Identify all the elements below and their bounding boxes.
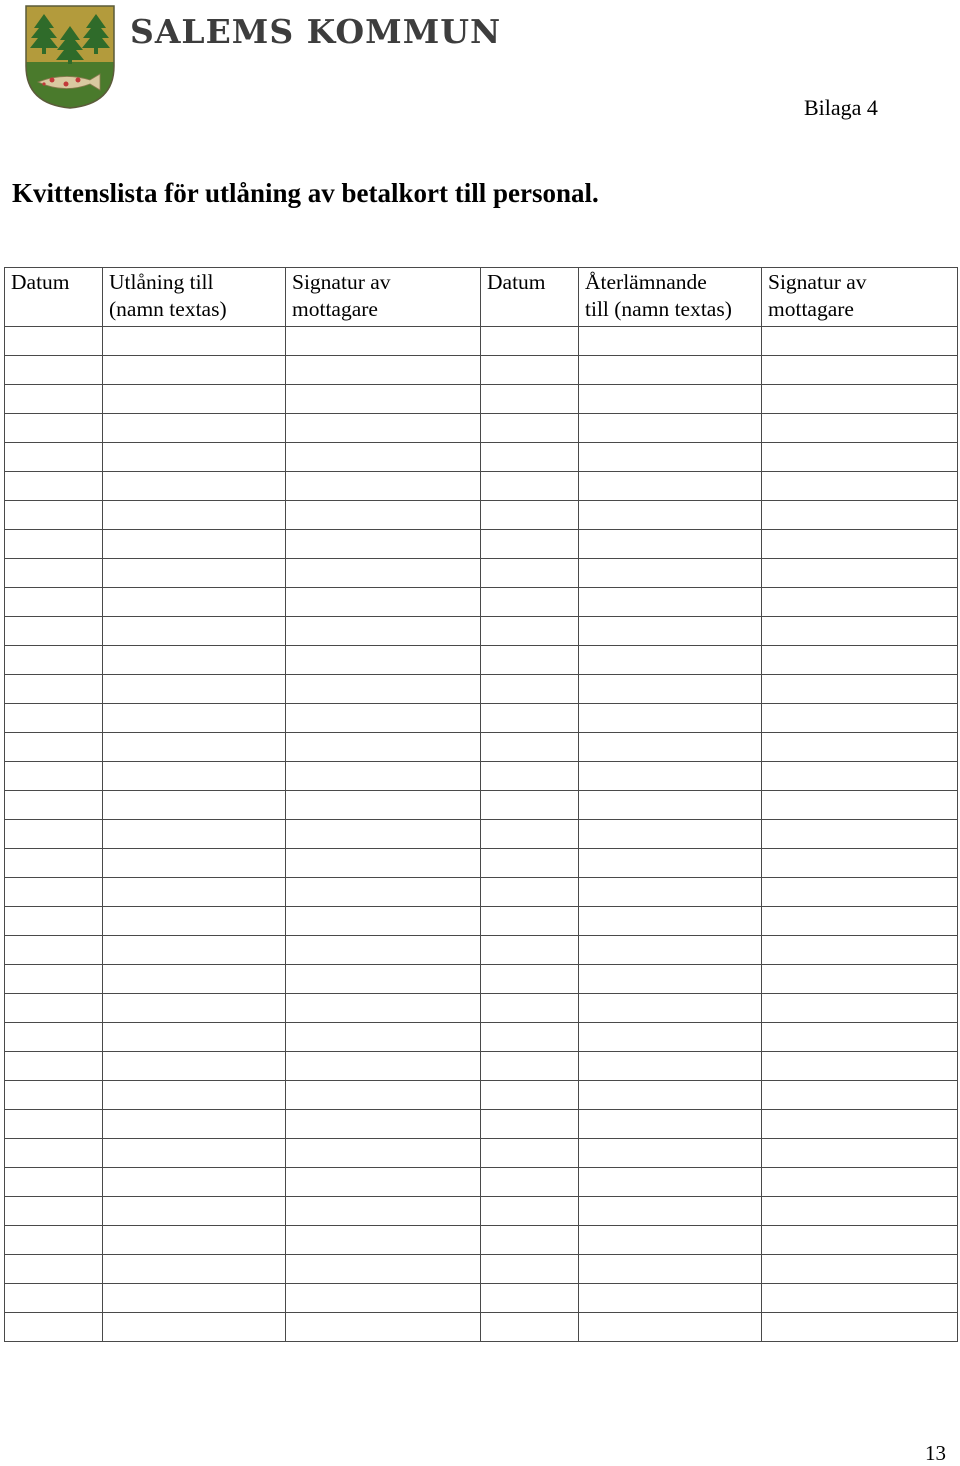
cell-recipient-signature[interactable] bbox=[286, 530, 481, 559]
cell-returned-to[interactable] bbox=[579, 1168, 762, 1197]
cell-return-date[interactable] bbox=[481, 617, 579, 646]
cell-return-signature[interactable] bbox=[762, 617, 958, 646]
cell-loan-date[interactable] bbox=[5, 559, 103, 588]
annex-label: Bilaga 4 bbox=[804, 95, 878, 120]
cell-returned-to[interactable] bbox=[579, 907, 762, 936]
cell-return-signature[interactable] bbox=[762, 501, 958, 530]
cell-loan-date[interactable] bbox=[5, 617, 103, 646]
cell-return-signature[interactable] bbox=[762, 1226, 958, 1255]
table-row bbox=[5, 791, 958, 820]
table-row bbox=[5, 588, 958, 617]
cell-loaned-to[interactable] bbox=[103, 588, 286, 617]
cell-loan-date[interactable] bbox=[5, 733, 103, 762]
cell-loan-date[interactable] bbox=[5, 1226, 103, 1255]
cell-loaned-to[interactable] bbox=[103, 356, 286, 385]
cell-return-date[interactable] bbox=[481, 1313, 579, 1342]
cell-loan-date[interactable] bbox=[5, 994, 103, 1023]
table-row bbox=[5, 501, 958, 530]
cell-return-date[interactable] bbox=[481, 878, 579, 907]
cell-return-signature[interactable] bbox=[762, 907, 958, 936]
cell-loan-date[interactable] bbox=[5, 1284, 103, 1313]
cell-loaned-to[interactable] bbox=[103, 849, 286, 878]
table-row bbox=[5, 1255, 958, 1284]
cell-returned-to[interactable] bbox=[579, 936, 762, 965]
cell-returned-to[interactable] bbox=[579, 1139, 762, 1168]
page-number: 13 bbox=[925, 1441, 946, 1465]
cell-loaned-to[interactable] bbox=[103, 994, 286, 1023]
table-header-row bbox=[5, 268, 958, 327]
table-row bbox=[5, 675, 958, 704]
cell-return-date[interactable] bbox=[481, 1110, 579, 1139]
column-header-returned-to: Återlämnande till (namn textas) bbox=[579, 268, 762, 327]
cell-recipient-signature[interactable] bbox=[286, 733, 481, 762]
cell-return-signature[interactable] bbox=[762, 994, 958, 1023]
cell-loan-date[interactable] bbox=[5, 1197, 103, 1226]
organization-name: SALEMS KOMMUN bbox=[130, 12, 502, 51]
cell-return-signature[interactable] bbox=[762, 820, 958, 849]
cell-recipient-signature[interactable] bbox=[286, 414, 481, 443]
cell-returned-to[interactable] bbox=[579, 588, 762, 617]
cell-return-date[interactable] bbox=[481, 1197, 579, 1226]
cell-return-signature[interactable] bbox=[762, 1313, 958, 1342]
cell-loaned-to[interactable] bbox=[103, 385, 286, 414]
cell-loaned-to[interactable] bbox=[103, 820, 286, 849]
cell-return-signature[interactable] bbox=[762, 936, 958, 965]
table-row bbox=[5, 1139, 958, 1168]
cell-loan-date[interactable] bbox=[5, 791, 103, 820]
cell-recipient-signature[interactable] bbox=[286, 1226, 481, 1255]
cell-recipient-signature[interactable] bbox=[286, 1081, 481, 1110]
cell-returned-to[interactable] bbox=[579, 704, 762, 733]
cell-loan-date[interactable] bbox=[5, 878, 103, 907]
cell-recipient-signature[interactable] bbox=[286, 849, 481, 878]
column-header-loan-date: Datum bbox=[5, 268, 103, 327]
cell-returned-to[interactable] bbox=[579, 443, 762, 472]
cell-loaned-to[interactable] bbox=[103, 1052, 286, 1081]
table-row bbox=[5, 907, 958, 936]
cell-recipient-signature[interactable] bbox=[286, 385, 481, 414]
cell-loan-date[interactable] bbox=[5, 907, 103, 936]
cell-return-date[interactable] bbox=[481, 443, 579, 472]
cell-return-date[interactable] bbox=[481, 733, 579, 762]
table-row bbox=[5, 559, 958, 588]
cell-recipient-signature[interactable] bbox=[286, 1284, 481, 1313]
table-row bbox=[5, 1023, 958, 1052]
cell-loan-date[interactable] bbox=[5, 385, 103, 414]
table-row bbox=[5, 1081, 958, 1110]
page-title: Kvittenslista för utlåning av betalkort till personal. bbox=[12, 178, 599, 208]
table-row bbox=[5, 849, 958, 878]
cell-returned-to[interactable] bbox=[579, 617, 762, 646]
table-row bbox=[5, 617, 958, 646]
cell-loaned-to[interactable] bbox=[103, 1226, 286, 1255]
table-row bbox=[5, 385, 958, 414]
cell-loaned-to[interactable] bbox=[103, 791, 286, 820]
cell-recipient-signature[interactable] bbox=[286, 907, 481, 936]
cell-return-signature[interactable] bbox=[762, 443, 958, 472]
cell-loan-date[interactable] bbox=[5, 588, 103, 617]
cell-loaned-to[interactable] bbox=[103, 965, 286, 994]
cell-returned-to[interactable] bbox=[579, 1110, 762, 1139]
cell-return-signature[interactable] bbox=[762, 385, 958, 414]
cell-recipient-signature[interactable] bbox=[286, 646, 481, 675]
cell-return-signature[interactable] bbox=[762, 1052, 958, 1081]
cell-loan-date[interactable] bbox=[5, 936, 103, 965]
table-row bbox=[5, 646, 958, 675]
cell-recipient-signature[interactable] bbox=[286, 443, 481, 472]
cell-returned-to[interactable] bbox=[579, 1081, 762, 1110]
cell-loaned-to[interactable] bbox=[103, 472, 286, 501]
municipality-coat-of-arms bbox=[24, 4, 116, 110]
cell-loan-date[interactable] bbox=[5, 965, 103, 994]
cell-loaned-to[interactable] bbox=[103, 443, 286, 472]
table-row bbox=[5, 733, 958, 762]
cell-return-date[interactable] bbox=[481, 646, 579, 675]
cell-returned-to[interactable] bbox=[579, 675, 762, 704]
table-row bbox=[5, 414, 958, 443]
cell-loaned-to[interactable] bbox=[103, 1284, 286, 1313]
cell-return-signature[interactable] bbox=[762, 1139, 958, 1168]
cell-loan-date[interactable] bbox=[5, 472, 103, 501]
cell-return-signature[interactable] bbox=[762, 414, 958, 443]
cell-loaned-to[interactable] bbox=[103, 1139, 286, 1168]
cell-loaned-to[interactable] bbox=[103, 617, 286, 646]
cell-recipient-signature[interactable] bbox=[286, 762, 481, 791]
cell-recipient-signature[interactable] bbox=[286, 1168, 481, 1197]
cell-return-signature[interactable] bbox=[762, 559, 958, 588]
cell-loaned-to[interactable] bbox=[103, 1255, 286, 1284]
cell-returned-to[interactable] bbox=[579, 385, 762, 414]
table-row bbox=[5, 820, 958, 849]
cell-returned-to[interactable] bbox=[579, 559, 762, 588]
cell-returned-to[interactable] bbox=[579, 1226, 762, 1255]
cell-return-signature[interactable] bbox=[762, 965, 958, 994]
cell-recipient-signature[interactable] bbox=[286, 1023, 481, 1052]
cell-recipient-signature[interactable] bbox=[286, 878, 481, 907]
table-row bbox=[5, 1168, 958, 1197]
cell-return-signature[interactable] bbox=[762, 1110, 958, 1139]
cell-recipient-signature[interactable] bbox=[286, 617, 481, 646]
cell-loan-date[interactable] bbox=[5, 1168, 103, 1197]
cell-loaned-to[interactable] bbox=[103, 327, 286, 356]
table-row bbox=[5, 762, 958, 791]
cell-loan-date[interactable] bbox=[5, 675, 103, 704]
table-row bbox=[5, 1052, 958, 1081]
cell-loaned-to[interactable] bbox=[103, 530, 286, 559]
cell-return-date[interactable] bbox=[481, 1023, 579, 1052]
cell-return-signature[interactable] bbox=[762, 733, 958, 762]
cell-returned-to[interactable] bbox=[579, 327, 762, 356]
cell-loan-date[interactable] bbox=[5, 530, 103, 559]
cell-return-signature[interactable] bbox=[762, 1081, 958, 1110]
cell-loan-date[interactable] bbox=[5, 327, 103, 356]
cell-returned-to[interactable] bbox=[579, 878, 762, 907]
cell-loan-date[interactable] bbox=[5, 501, 103, 530]
cell-loaned-to[interactable] bbox=[103, 675, 286, 704]
table-row bbox=[5, 1110, 958, 1139]
cell-return-date[interactable] bbox=[481, 791, 579, 820]
cell-returned-to[interactable] bbox=[579, 1284, 762, 1313]
table-row bbox=[5, 530, 958, 559]
cell-recipient-signature[interactable] bbox=[286, 820, 481, 849]
cell-returned-to[interactable] bbox=[579, 646, 762, 675]
cell-return-date[interactable] bbox=[481, 907, 579, 936]
cell-loan-date[interactable] bbox=[5, 1255, 103, 1284]
cell-recipient-signature[interactable] bbox=[286, 356, 481, 385]
cell-return-date[interactable] bbox=[481, 1081, 579, 1110]
cell-return-signature[interactable] bbox=[762, 791, 958, 820]
cell-loaned-to[interactable] bbox=[103, 414, 286, 443]
cell-loan-date[interactable] bbox=[5, 820, 103, 849]
cell-loan-date[interactable] bbox=[5, 1052, 103, 1081]
cell-loan-date[interactable] bbox=[5, 1139, 103, 1168]
cell-returned-to[interactable] bbox=[579, 762, 762, 791]
cell-return-date[interactable] bbox=[481, 1284, 579, 1313]
cell-returned-to[interactable] bbox=[579, 1052, 762, 1081]
cell-returned-to[interactable] bbox=[579, 791, 762, 820]
cell-return-date[interactable] bbox=[481, 472, 579, 501]
cell-loaned-to[interactable] bbox=[103, 762, 286, 791]
cell-return-signature[interactable] bbox=[762, 878, 958, 907]
cell-return-date[interactable] bbox=[481, 1168, 579, 1197]
cell-return-date[interactable] bbox=[481, 414, 579, 443]
cell-loan-date[interactable] bbox=[5, 443, 103, 472]
cell-return-signature[interactable] bbox=[762, 1168, 958, 1197]
cell-return-date[interactable] bbox=[481, 936, 579, 965]
cell-return-date[interactable] bbox=[481, 588, 579, 617]
cell-return-signature[interactable] bbox=[762, 588, 958, 617]
cell-recipient-signature[interactable] bbox=[286, 588, 481, 617]
cell-return-date[interactable] bbox=[481, 1139, 579, 1168]
cell-recipient-signature[interactable] bbox=[286, 501, 481, 530]
cell-loaned-to[interactable] bbox=[103, 733, 286, 762]
table-row bbox=[5, 443, 958, 472]
cell-returned-to[interactable] bbox=[579, 733, 762, 762]
table-body bbox=[5, 327, 958, 1342]
table-row bbox=[5, 994, 958, 1023]
cell-recipient-signature[interactable] bbox=[286, 559, 481, 588]
table-row bbox=[5, 936, 958, 965]
cell-loaned-to[interactable] bbox=[103, 1168, 286, 1197]
cell-return-signature[interactable] bbox=[762, 530, 958, 559]
cell-returned-to[interactable] bbox=[579, 1197, 762, 1226]
cell-recipient-signature[interactable] bbox=[286, 791, 481, 820]
cell-return-date[interactable] bbox=[481, 1226, 579, 1255]
cell-loaned-to[interactable] bbox=[103, 1313, 286, 1342]
cell-recipient-signature[interactable] bbox=[286, 675, 481, 704]
cell-loaned-to[interactable] bbox=[103, 646, 286, 675]
cell-return-date[interactable] bbox=[481, 1255, 579, 1284]
cell-returned-to[interactable] bbox=[579, 994, 762, 1023]
cell-return-date[interactable] bbox=[481, 965, 579, 994]
cell-returned-to[interactable] bbox=[579, 472, 762, 501]
table-row bbox=[5, 327, 958, 356]
cell-loan-date[interactable] bbox=[5, 762, 103, 791]
table-row bbox=[5, 878, 958, 907]
cell-return-signature[interactable] bbox=[762, 1197, 958, 1226]
cell-return-date[interactable] bbox=[481, 820, 579, 849]
cell-return-date[interactable] bbox=[481, 530, 579, 559]
cell-returned-to[interactable] bbox=[579, 356, 762, 385]
cell-return-signature[interactable] bbox=[762, 356, 958, 385]
cell-loaned-to[interactable] bbox=[103, 1081, 286, 1110]
cell-return-signature[interactable] bbox=[762, 1023, 958, 1052]
cell-loaned-to[interactable] bbox=[103, 559, 286, 588]
cell-returned-to[interactable] bbox=[579, 820, 762, 849]
cell-return-signature[interactable] bbox=[762, 327, 958, 356]
cell-return-signature[interactable] bbox=[762, 675, 958, 704]
table-row bbox=[5, 1313, 958, 1342]
table-row bbox=[5, 356, 958, 385]
cell-returned-to[interactable] bbox=[579, 1255, 762, 1284]
cell-recipient-signature[interactable] bbox=[286, 1139, 481, 1168]
cell-returned-to[interactable] bbox=[579, 501, 762, 530]
column-header-recipient-signature: Signatur av mottagare bbox=[286, 268, 481, 327]
column-header-return-date: Datum bbox=[481, 268, 579, 327]
cell-return-date[interactable] bbox=[481, 675, 579, 704]
cell-return-date[interactable] bbox=[481, 356, 579, 385]
cell-loaned-to[interactable] bbox=[103, 907, 286, 936]
cell-return-date[interactable] bbox=[481, 704, 579, 733]
cell-loaned-to[interactable] bbox=[103, 704, 286, 733]
table-row bbox=[5, 965, 958, 994]
table-row bbox=[5, 1284, 958, 1313]
cell-recipient-signature[interactable] bbox=[286, 1052, 481, 1081]
cell-return-date[interactable] bbox=[481, 849, 579, 878]
cell-return-date[interactable] bbox=[481, 501, 579, 530]
cell-return-date[interactable] bbox=[481, 327, 579, 356]
cell-loan-date[interactable] bbox=[5, 1081, 103, 1110]
column-header-return-signature: Signatur av mottagare bbox=[762, 268, 958, 327]
table-row bbox=[5, 1197, 958, 1226]
cell-return-signature[interactable] bbox=[762, 704, 958, 733]
cell-loaned-to[interactable] bbox=[103, 1023, 286, 1052]
cell-returned-to[interactable] bbox=[579, 1313, 762, 1342]
column-header-loaned-to: Utlåning till (namn textas) bbox=[103, 268, 286, 327]
cell-loan-date[interactable] bbox=[5, 356, 103, 385]
receipt-table bbox=[4, 267, 958, 1342]
cell-loan-date[interactable] bbox=[5, 1023, 103, 1052]
cell-recipient-signature[interactable] bbox=[286, 936, 481, 965]
cell-recipient-signature[interactable] bbox=[286, 704, 481, 733]
cell-returned-to[interactable] bbox=[579, 849, 762, 878]
cell-loan-date[interactable] bbox=[5, 1110, 103, 1139]
cell-loan-date[interactable] bbox=[5, 1313, 103, 1342]
cell-return-signature[interactable] bbox=[762, 1284, 958, 1313]
cell-recipient-signature[interactable] bbox=[286, 965, 481, 994]
cell-loan-date[interactable] bbox=[5, 704, 103, 733]
cell-recipient-signature[interactable] bbox=[286, 472, 481, 501]
cell-recipient-signature[interactable] bbox=[286, 994, 481, 1023]
cell-loaned-to[interactable] bbox=[103, 878, 286, 907]
cell-return-date[interactable] bbox=[481, 994, 579, 1023]
cell-return-date[interactable] bbox=[481, 1052, 579, 1081]
cell-return-signature[interactable] bbox=[762, 762, 958, 791]
cell-recipient-signature[interactable] bbox=[286, 1255, 481, 1284]
cell-returned-to[interactable] bbox=[579, 965, 762, 994]
cell-loan-date[interactable] bbox=[5, 414, 103, 443]
table-row bbox=[5, 472, 958, 501]
cell-returned-to[interactable] bbox=[579, 1023, 762, 1052]
cell-return-signature[interactable] bbox=[762, 472, 958, 501]
cell-returned-to[interactable] bbox=[579, 414, 762, 443]
cell-recipient-signature[interactable] bbox=[286, 327, 481, 356]
cell-loan-date[interactable] bbox=[5, 646, 103, 675]
cell-loaned-to[interactable] bbox=[103, 936, 286, 965]
cell-loan-date[interactable] bbox=[5, 849, 103, 878]
cell-return-date[interactable] bbox=[481, 385, 579, 414]
cell-return-signature[interactable] bbox=[762, 849, 958, 878]
cell-returned-to[interactable] bbox=[579, 530, 762, 559]
cell-return-date[interactable] bbox=[481, 559, 579, 588]
cell-recipient-signature[interactable] bbox=[286, 1197, 481, 1226]
cell-return-signature[interactable] bbox=[762, 646, 958, 675]
table-row bbox=[5, 1226, 958, 1255]
cell-return-signature[interactable] bbox=[762, 1255, 958, 1284]
cell-loaned-to[interactable] bbox=[103, 1197, 286, 1226]
cell-recipient-signature[interactable] bbox=[286, 1313, 481, 1342]
cell-loaned-to[interactable] bbox=[103, 1110, 286, 1139]
cell-recipient-signature[interactable] bbox=[286, 1110, 481, 1139]
cell-return-date[interactable] bbox=[481, 762, 579, 791]
cell-loaned-to[interactable] bbox=[103, 501, 286, 530]
table-row bbox=[5, 704, 958, 733]
